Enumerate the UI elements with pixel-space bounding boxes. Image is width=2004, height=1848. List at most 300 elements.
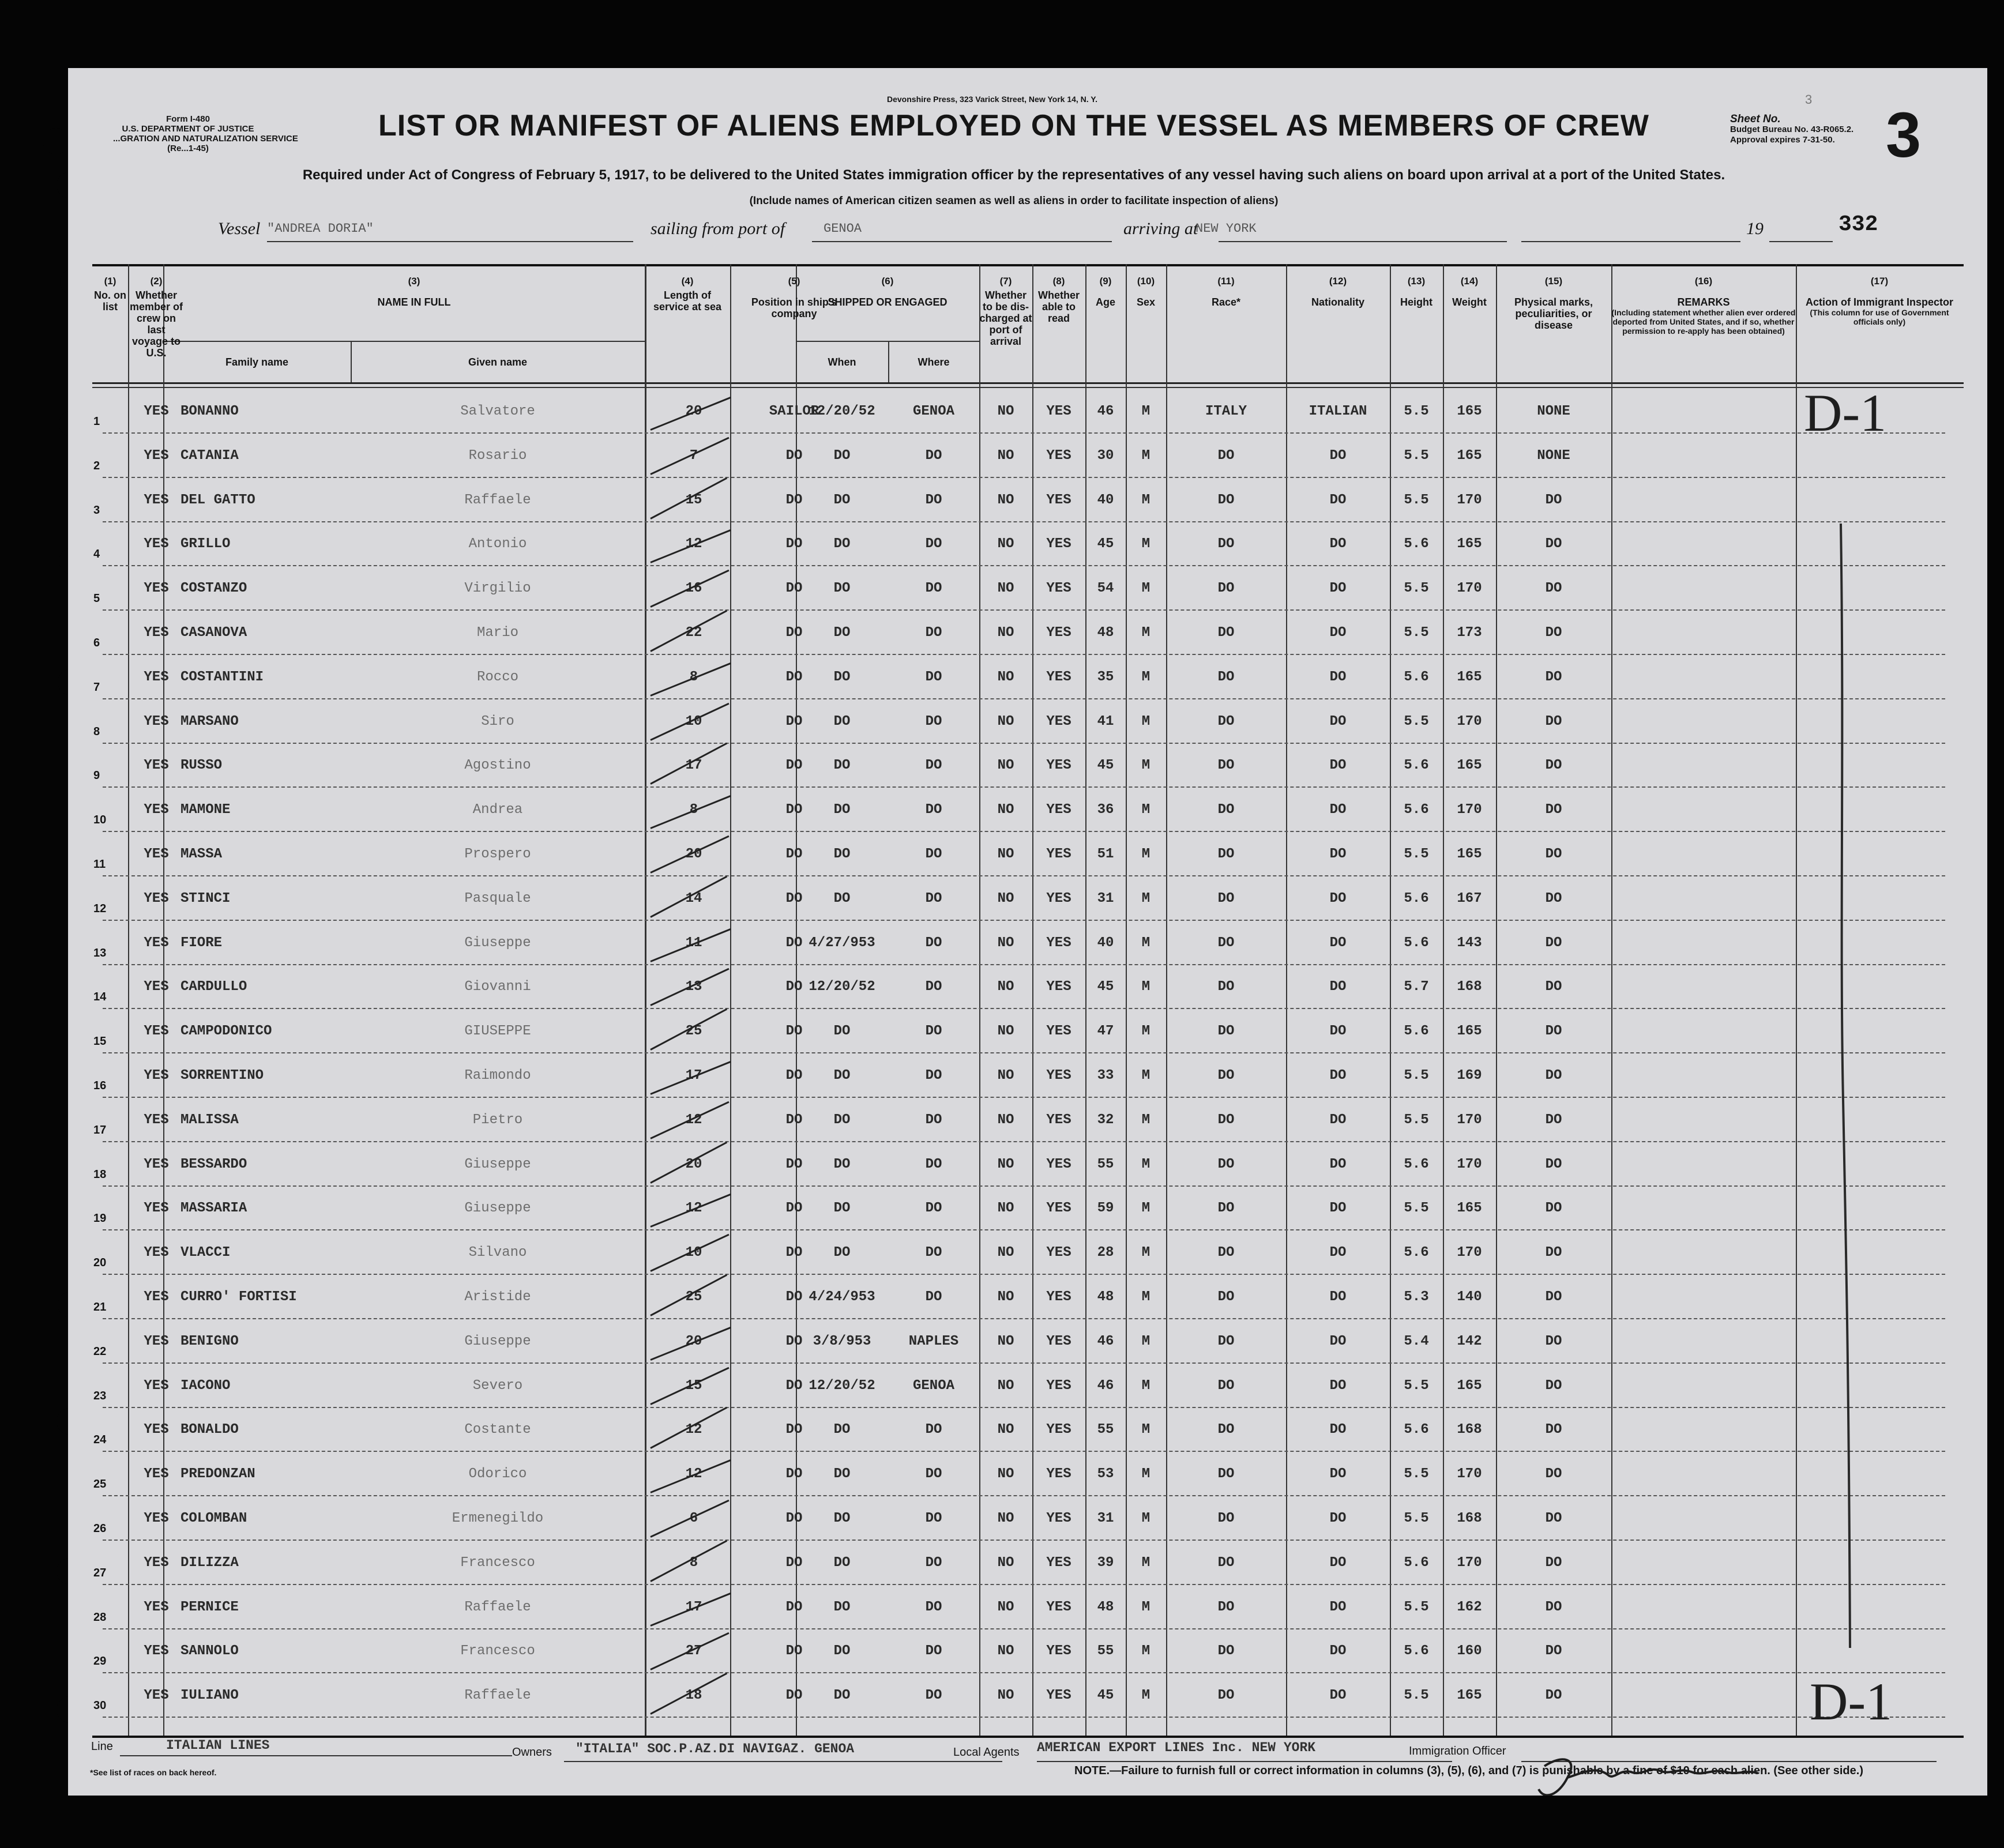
cell-position: DO bbox=[785, 1466, 803, 1482]
cell-read: YES bbox=[1046, 935, 1071, 951]
cell-position: DO bbox=[785, 1023, 803, 1039]
cell-marks: DO bbox=[1545, 846, 1562, 862]
col-1-header: (1) No. on list bbox=[94, 276, 126, 313]
cell-sex: M bbox=[1141, 1068, 1150, 1083]
cell-where: DO bbox=[925, 802, 942, 818]
owners-value: "ITALIA" SOC.P.AZ.DI NAVIGAZ. GENOA bbox=[576, 1741, 855, 1756]
cell-discharged: NO bbox=[997, 669, 1014, 685]
cell-sex: M bbox=[1141, 979, 1150, 995]
cell-race: DO bbox=[1217, 448, 1235, 464]
given-name-header: Given name bbox=[468, 356, 528, 368]
cell-crew: YES bbox=[144, 625, 169, 641]
agents-label: Local Agents bbox=[953, 1746, 1020, 1759]
cell-nationality: DO bbox=[1329, 935, 1347, 951]
manifest-sheet bbox=[68, 68, 1987, 1796]
cell-marks: DO bbox=[1545, 891, 1562, 906]
row-number: 26 bbox=[93, 1522, 107, 1535]
cell-when: DO bbox=[833, 1599, 851, 1615]
col-8-header: (8) Whether able to read bbox=[1038, 276, 1080, 324]
cell-sex: M bbox=[1141, 404, 1150, 419]
cell-nationality: DO bbox=[1329, 1334, 1347, 1349]
cell-crew: YES bbox=[144, 1511, 169, 1526]
cell-nationality: DO bbox=[1329, 714, 1347, 729]
cell-where: GENOA bbox=[912, 404, 954, 419]
cell-when: DO bbox=[833, 1112, 851, 1128]
cell-given: Severo bbox=[472, 1378, 523, 1394]
cell-when: DO bbox=[833, 1023, 851, 1039]
cell-race: DO bbox=[1217, 625, 1235, 641]
row-divider bbox=[103, 698, 1945, 699]
cell-family: COSTANZO bbox=[181, 581, 247, 596]
cell-discharged: NO bbox=[997, 1511, 1014, 1526]
cell-weight: 165 bbox=[1457, 1200, 1482, 1216]
cell-discharged: NO bbox=[997, 1643, 1014, 1659]
cell-when: DO bbox=[833, 581, 851, 596]
cell-where: DO bbox=[925, 1289, 942, 1305]
cell-race: DO bbox=[1217, 758, 1235, 773]
cell-discharged: NO bbox=[997, 758, 1014, 773]
cell-crew: YES bbox=[144, 758, 169, 773]
cell-read: YES bbox=[1046, 891, 1071, 906]
cell-nationality: DO bbox=[1329, 492, 1347, 508]
cell-position: DO bbox=[785, 536, 803, 552]
cell-weight: 162 bbox=[1457, 1599, 1482, 1615]
cell-crew: YES bbox=[144, 1466, 169, 1482]
row-number: 29 bbox=[93, 1655, 107, 1668]
cell-given: Mario bbox=[476, 625, 518, 641]
cell-position: DO bbox=[785, 1112, 803, 1128]
cell-sex: M bbox=[1141, 1599, 1150, 1615]
cell-weight: 140 bbox=[1457, 1289, 1482, 1305]
cell-sex: M bbox=[1141, 536, 1150, 552]
cell-family: VLACCI bbox=[181, 1245, 231, 1260]
cell-given: Francesco bbox=[460, 1643, 535, 1659]
cell-discharged: NO bbox=[997, 1200, 1014, 1216]
row-divider bbox=[103, 964, 1945, 965]
cell-position: DO bbox=[785, 1511, 803, 1526]
cell-height: 5.6 bbox=[1404, 1157, 1429, 1172]
col-9-header: (9) Age bbox=[1095, 276, 1115, 308]
cell-family: BESSARDO bbox=[181, 1157, 247, 1172]
cell-nationality: DO bbox=[1329, 625, 1347, 641]
cell-when: DO bbox=[833, 625, 851, 641]
cell-given: Aristide bbox=[464, 1289, 531, 1305]
row-number: 27 bbox=[93, 1567, 107, 1579]
row-divider bbox=[103, 654, 1945, 655]
row-divider bbox=[103, 432, 1945, 434]
cell-height: 5.4 bbox=[1404, 1334, 1429, 1349]
cell-nationality: DO bbox=[1329, 1245, 1347, 1260]
cell-nationality: DO bbox=[1329, 1378, 1347, 1394]
cell-position: DO bbox=[785, 1200, 803, 1216]
col-12-header: (12) Nationality bbox=[1311, 276, 1364, 308]
cell-nationality: DO bbox=[1329, 669, 1347, 685]
cell-when: DO bbox=[833, 1422, 851, 1437]
cell-height: 5.7 bbox=[1404, 979, 1429, 995]
cell-sex: M bbox=[1141, 714, 1150, 729]
cell-crew: YES bbox=[144, 1378, 169, 1394]
cell-family: BENIGNO bbox=[181, 1334, 239, 1349]
cell-read: YES bbox=[1046, 448, 1071, 464]
cell-marks: DO bbox=[1545, 1688, 1562, 1703]
cell-marks: DO bbox=[1545, 581, 1562, 596]
col-15-header: (15) Physical marks, peculiarities, or disease bbox=[1514, 276, 1593, 331]
cell-discharged: NO bbox=[997, 492, 1014, 508]
cell-position: DO bbox=[785, 1245, 803, 1260]
cell-age: 45 bbox=[1097, 758, 1114, 773]
cell-age: 28 bbox=[1097, 1245, 1114, 1260]
cell-family: DILIZZA bbox=[181, 1555, 239, 1571]
cell-nationality: DO bbox=[1329, 1555, 1347, 1571]
col-14-header: (14) Weight bbox=[1452, 276, 1487, 308]
cell-weight: 170 bbox=[1457, 1157, 1482, 1172]
cell-race: DO bbox=[1217, 1200, 1235, 1216]
cell-when: DO bbox=[833, 536, 851, 552]
cell-given: Siro bbox=[481, 714, 514, 729]
cell-crew: YES bbox=[144, 1200, 169, 1216]
cell-family: CURRO' FORTISI bbox=[181, 1289, 297, 1305]
cell-service: 17 bbox=[685, 1068, 702, 1083]
officer-signature bbox=[1527, 1743, 1769, 1796]
cell-weight: 169 bbox=[1457, 1068, 1482, 1083]
inspector-bracket-line bbox=[1838, 524, 1852, 1648]
row-divider bbox=[103, 743, 1945, 744]
cell-service: 20 bbox=[685, 1334, 702, 1349]
cell-age: 45 bbox=[1097, 1688, 1114, 1703]
cell-read: YES bbox=[1046, 492, 1071, 508]
cell-discharged: NO bbox=[997, 1378, 1014, 1394]
cell-age: 45 bbox=[1097, 979, 1114, 995]
cell-position: DO bbox=[785, 979, 803, 995]
cell-given: Francesco bbox=[460, 1555, 535, 1571]
line-label: Line bbox=[91, 1740, 113, 1753]
cell-height: 5.3 bbox=[1404, 1289, 1429, 1305]
cell-read: YES bbox=[1046, 536, 1071, 552]
cell-nationality: DO bbox=[1329, 1023, 1347, 1039]
cell-crew: YES bbox=[144, 846, 169, 862]
cell-where: DO bbox=[925, 669, 942, 685]
cell-age: 59 bbox=[1097, 1200, 1114, 1216]
cell-age: 45 bbox=[1097, 536, 1114, 552]
cell-nationality: DO bbox=[1329, 536, 1347, 552]
cell-marks: NONE bbox=[1537, 404, 1570, 419]
cell-discharged: NO bbox=[997, 1422, 1014, 1437]
cell-read: YES bbox=[1046, 1112, 1071, 1128]
cell-read: YES bbox=[1046, 1643, 1071, 1659]
cell-family: MALISSA bbox=[181, 1112, 239, 1128]
cell-race: DO bbox=[1217, 1422, 1235, 1437]
cell-where: DO bbox=[925, 1688, 942, 1703]
cell-race: DO bbox=[1217, 1289, 1235, 1305]
cell-sex: M bbox=[1141, 669, 1150, 685]
cell-crew: YES bbox=[144, 714, 169, 729]
cell-position: DO bbox=[785, 1378, 803, 1394]
row-divider bbox=[103, 477, 1945, 478]
cell-height: 5.6 bbox=[1404, 1422, 1429, 1437]
cell-age: 54 bbox=[1097, 581, 1114, 596]
cell-discharged: NO bbox=[997, 935, 1014, 951]
col-6-header: (6) SHIPPED OR ENGAGED bbox=[828, 276, 948, 308]
cell-age: 31 bbox=[1097, 891, 1114, 906]
cell-marks: DO bbox=[1545, 1422, 1562, 1437]
row-divider bbox=[103, 1540, 1945, 1541]
cell-given: Odorico bbox=[468, 1466, 527, 1482]
cell-where: DO bbox=[925, 1511, 942, 1526]
cell-service: 12 bbox=[685, 1112, 702, 1128]
cell-discharged: NO bbox=[997, 536, 1014, 552]
row-divider bbox=[103, 786, 1945, 788]
cell-race: DO bbox=[1217, 1068, 1235, 1083]
page-title: LIST OR MANIFEST OF ALIENS EMPLOYED ON THE VESSEL AS MEMBERS OF CREW bbox=[378, 109, 1649, 142]
cell-sex: M bbox=[1141, 758, 1150, 773]
cell-family: IACONO bbox=[181, 1378, 231, 1394]
cell-position: DO bbox=[785, 935, 803, 951]
cell-when: DO bbox=[833, 492, 851, 508]
cell-height: 5.5 bbox=[1404, 846, 1429, 862]
cell-service: 7 bbox=[689, 448, 698, 464]
cell-age: 55 bbox=[1097, 1157, 1114, 1172]
cell-crew: YES bbox=[144, 979, 169, 995]
cell-given: Giovanni bbox=[464, 979, 531, 995]
row-number: 1 bbox=[93, 415, 100, 428]
cell-given: Rocco bbox=[476, 669, 518, 685]
cell-when: 4/27/953 bbox=[809, 935, 875, 951]
cell-sex: M bbox=[1141, 802, 1150, 818]
row-number: 5 bbox=[93, 592, 100, 605]
cell-family: COSTANTINI bbox=[181, 669, 264, 685]
cell-given: Salvatore bbox=[460, 404, 535, 419]
row-number: 7 bbox=[93, 681, 100, 694]
cell-race: DO bbox=[1217, 669, 1235, 685]
row-divider bbox=[103, 1672, 1945, 1673]
cell-nationality: DO bbox=[1329, 1688, 1347, 1703]
cell-discharged: NO bbox=[997, 1023, 1014, 1039]
cell-discharged: NO bbox=[997, 448, 1014, 464]
cell-when: DO bbox=[833, 1068, 851, 1083]
row-number: 13 bbox=[93, 947, 107, 959]
cell-given: GIUSEPPE bbox=[464, 1023, 531, 1039]
cell-height: 5.5 bbox=[1404, 1466, 1429, 1482]
row-number: 20 bbox=[93, 1256, 107, 1269]
cell-marks: DO bbox=[1545, 625, 1562, 641]
subtitle: Required under Act of Congress of February 5, 1917, to be delivered to the United States immigration officer by the representatives of any vessel having such aliens on board upon arrival at a port of the United States. bbox=[302, 167, 1725, 183]
cell-sex: M bbox=[1141, 1245, 1150, 1260]
cell-where: DO bbox=[925, 1023, 942, 1039]
cell-read: YES bbox=[1046, 714, 1071, 729]
pencil-sheet-number: 3 bbox=[1805, 92, 1813, 107]
vessel-name: "ANDREA DORIA" bbox=[267, 221, 374, 236]
cell-marks: DO bbox=[1545, 1068, 1562, 1083]
cell-height: 5.5 bbox=[1404, 581, 1429, 596]
cell-family: COLOMBAN bbox=[181, 1511, 247, 1526]
cell-height: 5.6 bbox=[1404, 1643, 1429, 1659]
cell-race: DO bbox=[1217, 979, 1235, 995]
cell-weight: 143 bbox=[1457, 935, 1482, 951]
cell-marks: DO bbox=[1545, 1023, 1562, 1039]
cell-nationality: DO bbox=[1329, 1112, 1347, 1128]
cell-given: Antonio bbox=[468, 536, 527, 552]
sailing-port: GENOA bbox=[824, 221, 862, 236]
cell-when: DO bbox=[833, 1245, 851, 1260]
cell-age: 48 bbox=[1097, 1599, 1114, 1615]
col-3-header: (3) NAME IN FULL bbox=[377, 276, 451, 308]
cell-service: 15 bbox=[685, 492, 702, 508]
cell-height: 5.6 bbox=[1404, 1245, 1429, 1260]
cell-sex: M bbox=[1141, 1378, 1150, 1394]
cell-race: DO bbox=[1217, 581, 1235, 596]
cell-height: 5.5 bbox=[1404, 1378, 1429, 1394]
cell-race: DO bbox=[1217, 1334, 1235, 1349]
cell-weight: 170 bbox=[1457, 1245, 1482, 1260]
punch-hole bbox=[43, 128, 69, 155]
cell-service: 14 bbox=[685, 891, 702, 906]
cell-nationality: DO bbox=[1329, 1422, 1347, 1437]
cell-race: DO bbox=[1217, 536, 1235, 552]
family-name-header: Family name bbox=[225, 356, 289, 368]
row-number: 9 bbox=[93, 769, 100, 782]
row-divider bbox=[103, 831, 1945, 832]
cell-where: DO bbox=[925, 581, 942, 596]
cell-marks: DO bbox=[1545, 669, 1562, 685]
col-17-header: (17) Action of Immigrant Inspector (This column for use of Government officials only) bbox=[1805, 276, 1954, 326]
cell-service: 25 bbox=[685, 1289, 702, 1305]
cell-sex: M bbox=[1141, 1157, 1150, 1172]
cell-race: DO bbox=[1217, 1688, 1235, 1703]
cell-age: 41 bbox=[1097, 714, 1114, 729]
cell-family: IULIANO bbox=[181, 1688, 239, 1703]
cell-discharged: NO bbox=[997, 404, 1014, 419]
cell-crew: YES bbox=[144, 581, 169, 596]
cell-read: YES bbox=[1046, 1688, 1071, 1703]
cell-given: Virgilio bbox=[464, 581, 531, 596]
cell-height: 5.5 bbox=[1404, 448, 1429, 464]
col-10-header: (10) Sex bbox=[1136, 276, 1156, 308]
cell-family: BONALDO bbox=[181, 1422, 239, 1437]
cell-weight: 165 bbox=[1457, 404, 1482, 419]
cell-family: MASSARIA bbox=[181, 1200, 247, 1216]
cell-height: 5.5 bbox=[1404, 404, 1429, 419]
row-number: 21 bbox=[93, 1301, 107, 1313]
cell-read: YES bbox=[1046, 1245, 1071, 1260]
row-number: 6 bbox=[93, 637, 100, 649]
cell-weight: 170 bbox=[1457, 1466, 1482, 1482]
cell-crew: YES bbox=[144, 1157, 169, 1172]
agents-value: AMERICAN EXPORT LINES Inc. NEW YORK bbox=[1037, 1740, 1316, 1755]
cell-height: 5.6 bbox=[1404, 536, 1429, 552]
cell-read: YES bbox=[1046, 1555, 1071, 1571]
cell-marks: DO bbox=[1545, 1511, 1562, 1526]
cell-where: DO bbox=[925, 1112, 942, 1128]
row-divider bbox=[103, 1229, 1945, 1230]
cell-given: Agostino bbox=[464, 758, 531, 773]
cell-crew: YES bbox=[144, 492, 169, 508]
row-divider bbox=[103, 1185, 1945, 1187]
cell-weight: 168 bbox=[1457, 1511, 1482, 1526]
cell-where: DO bbox=[925, 448, 942, 464]
vessel-label: Vessel bbox=[218, 219, 261, 238]
cell-discharged: NO bbox=[997, 846, 1014, 862]
cell-family: CARDULLO bbox=[181, 979, 247, 995]
arriving-port: NEW YORK bbox=[1195, 221, 1257, 236]
race-footnote: *See list of races on back hereof. bbox=[90, 1768, 217, 1777]
row-number: 24 bbox=[93, 1433, 107, 1446]
cell-position: DO bbox=[785, 492, 803, 508]
cell-age: 46 bbox=[1097, 1378, 1114, 1394]
cell-when: DO bbox=[833, 846, 851, 862]
cell-family: RUSSO bbox=[181, 758, 223, 773]
cell-weight: 165 bbox=[1457, 1688, 1482, 1703]
cell-read: YES bbox=[1046, 1023, 1071, 1039]
budget-number: Budget Bureau No. 43-R065.2. bbox=[1730, 125, 1854, 134]
fine-note: NOTE.—Failure to furnish full or correct information in columns (3), (5), (6), and (7) is punishable by a fine of $10 for each alien. (See other side.) bbox=[1074, 1764, 1863, 1777]
cell-family: SANNOLO bbox=[181, 1643, 239, 1659]
cell-position: DO bbox=[785, 1334, 803, 1349]
cell-discharged: NO bbox=[997, 1555, 1014, 1571]
cell-when: 12/20/52 bbox=[809, 979, 875, 995]
cell-where: DO bbox=[925, 1599, 942, 1615]
cell-family: PREDONZAN bbox=[181, 1466, 255, 1482]
cell-crew: YES bbox=[144, 1422, 169, 1437]
cell-marks: DO bbox=[1545, 1378, 1562, 1394]
cell-position: DO bbox=[785, 714, 803, 729]
cell-service: 17 bbox=[685, 1599, 702, 1615]
cell-age: 46 bbox=[1097, 1334, 1114, 1349]
cell-where: DO bbox=[925, 1157, 942, 1172]
cell-race: DO bbox=[1217, 714, 1235, 729]
cell-crew: YES bbox=[144, 1112, 169, 1128]
row-number: 12 bbox=[93, 902, 107, 915]
cell-sex: M bbox=[1141, 935, 1150, 951]
cell-family: PERNICE bbox=[181, 1599, 239, 1615]
cell-family: MASSA bbox=[181, 846, 223, 862]
row-divider bbox=[103, 565, 1945, 566]
cell-marks: DO bbox=[1545, 1112, 1562, 1128]
where-header: Where bbox=[918, 356, 950, 368]
cell-family: MAMONE bbox=[181, 802, 231, 818]
cell-read: YES bbox=[1046, 1422, 1071, 1437]
cell-sex: M bbox=[1141, 1511, 1150, 1526]
cell-position: DO bbox=[785, 448, 803, 464]
cell-height: 5.6 bbox=[1404, 1023, 1429, 1039]
cell-position: DO bbox=[785, 1422, 803, 1437]
cell-crew: YES bbox=[144, 1555, 169, 1571]
cell-when: DO bbox=[833, 1555, 851, 1571]
cell-service: 10 bbox=[685, 714, 702, 729]
cell-race: DO bbox=[1217, 492, 1235, 508]
cell-service: 12 bbox=[685, 1200, 702, 1216]
cell-age: 40 bbox=[1097, 492, 1114, 508]
row-number: 30 bbox=[93, 1699, 107, 1712]
cell-read: YES bbox=[1046, 404, 1071, 419]
cell-service: 20 bbox=[685, 404, 702, 419]
cell-discharged: NO bbox=[997, 979, 1014, 995]
cell-position: DO bbox=[785, 891, 803, 906]
cell-position: DO bbox=[785, 1068, 803, 1083]
cell-read: YES bbox=[1046, 802, 1071, 818]
row-divider bbox=[103, 1318, 1945, 1319]
cell-position: DO bbox=[785, 669, 803, 685]
cell-position: DO bbox=[785, 1643, 803, 1659]
cell-weight: 165 bbox=[1457, 448, 1482, 464]
cell-position: DO bbox=[785, 1688, 803, 1703]
cell-race: DO bbox=[1217, 1555, 1235, 1571]
arriving-label: arriving at bbox=[1123, 219, 1198, 238]
cell-where: DO bbox=[925, 1200, 942, 1216]
cell-crew: YES bbox=[144, 536, 169, 552]
cell-sex: M bbox=[1141, 448, 1150, 464]
cell-read: YES bbox=[1046, 581, 1071, 596]
cell-marks: DO bbox=[1545, 714, 1562, 729]
